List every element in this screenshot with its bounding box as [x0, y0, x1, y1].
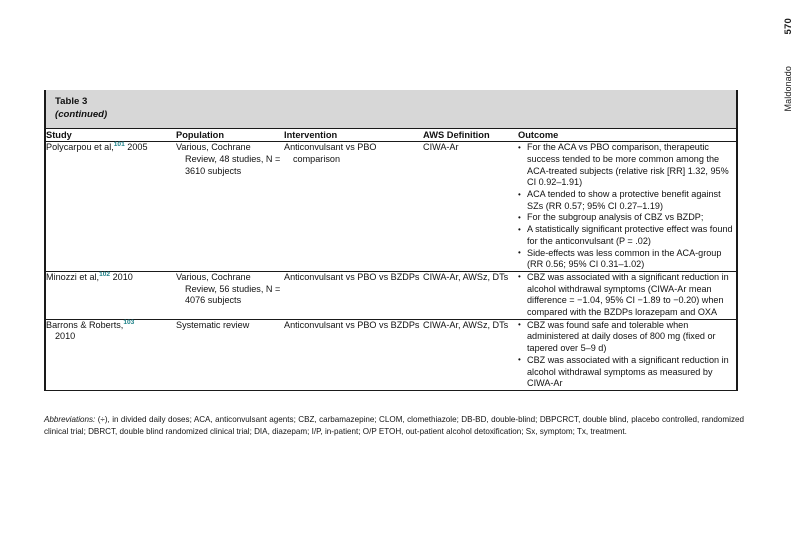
table-caption-title: Table 3	[55, 96, 88, 107]
study-year: 2010	[112, 271, 133, 282]
column-header-aws-definition: AWS Definition	[423, 129, 518, 142]
intervention-text: Anticonvulsant vs PBO vs BZDPs	[284, 319, 420, 330]
cell-study	[46, 142, 176, 272]
column-header-intervention: Intervention	[284, 129, 423, 142]
study-year: 2005	[127, 142, 148, 153]
table-row	[46, 319, 736, 390]
table-row	[46, 271, 736, 319]
column-header-population: Population	[176, 129, 284, 142]
outcome-list	[518, 320, 736, 390]
cell-outcome	[518, 271, 736, 319]
aws-definition-text: CIWA-Ar, AWSz, DTs	[423, 319, 509, 330]
abbreviations-label: Abbreviations:	[44, 415, 96, 424]
table-row	[46, 142, 736, 272]
cell-aws-definition	[423, 142, 518, 272]
cell-study	[46, 271, 176, 319]
aws-definition-text: CIWA-Ar, AWSz, DTs	[423, 271, 509, 282]
outcome-item: • CBZ was found safe and tolerable when administered at daily doses of 800 mg (fixed or tapered over 5–9 d)	[518, 320, 736, 355]
outcome-item: • A statistically significant protective effect was found for the anticonvulsant (P = .02)	[518, 224, 736, 247]
population-text: Systematic review	[176, 319, 250, 330]
study-year: 2010	[55, 331, 76, 342]
citation-ref[interactable]: 101	[113, 141, 125, 149]
outcome-item: • CBZ was associated with a significant reduction in alcohol withdrawal symptoms as measured by CIWA-Ar	[518, 355, 736, 390]
outcome-list	[518, 272, 736, 319]
aws-definition-text: CIWA-Ar	[423, 142, 459, 153]
intervention-text: Anticonvulsant vs PBO vs BZDPs	[284, 271, 420, 282]
citation-ref[interactable]: 103	[123, 318, 135, 326]
outcome-item: • Side-effects was less common in the ACA-group (RR 0.56; 95% CI 0.31–1.02)	[518, 248, 736, 271]
study-name: Barrons & Roberts,	[46, 319, 124, 330]
study-name: Minozzi et al,	[46, 271, 100, 282]
table-caption-continued: (continued)	[55, 108, 108, 120]
page-number: 570	[783, 18, 794, 35]
cell-intervention	[284, 319, 423, 390]
population-text: Various, Cochrane Review, 56 studies, N = 4076 subjects	[176, 271, 281, 306]
cell-study	[46, 319, 176, 390]
cell-aws-definition	[423, 271, 518, 319]
outcome-item: • For the ACA vs PBO comparison, therapeutic success tended to be more common among the ACA-treated subjects (relative risk [RR] 1.32, 95% CI 0.92–1.91)	[518, 142, 736, 189]
outcome-item: • ACA tended to show a protective benefit against SZs (RR 0.57; 95% CI 0.27–1.19)	[518, 189, 736, 212]
abbreviations-text: (÷), in divided daily doses; ACA, anticonvulsant agents; CBZ, carbamazepine; CLOM, clomethiazole; DB-BD, double-blind; DBPCRCT, double blind, placebo controlled, randomized clinical trial; DBRCT, double blind randomized clinical trial; DIA, diazepam; I/P, in-patient; O/P ETOH, out-patient alcohol detoxification; Sx, symptom; Tx, treatment.	[44, 415, 744, 436]
cell-intervention	[284, 271, 423, 319]
outcome-item: • CBZ was associated with a significant reduction in alcohol withdrawal symptoms (CIWA-Ar mean difference = −1.04, 95% CI −1.89 to −0.20) when compared with the BZDPs lorazepam and OXA	[518, 272, 736, 319]
table-3-container	[44, 90, 738, 391]
population-text: Various, Cochrane Review, 48 studies, N = 3610 subjects	[176, 142, 281, 176]
column-header-study: Study	[46, 129, 176, 142]
cell-outcome	[518, 319, 736, 390]
cell-population	[176, 142, 284, 272]
column-header-outcome: Outcome	[518, 129, 736, 142]
abbreviations-footnote	[44, 414, 744, 437]
outcome-list	[518, 142, 736, 271]
cell-population	[176, 319, 284, 390]
cell-population	[176, 271, 284, 319]
cell-outcome	[518, 142, 736, 272]
cell-intervention	[284, 142, 423, 272]
outcome-item: • For the subgroup analysis of CBZ vs BZDP;	[518, 212, 736, 224]
cell-aws-definition	[423, 319, 518, 390]
table-header	[46, 129, 736, 142]
studies-table	[46, 129, 736, 391]
intervention-text: Anticonvulsant vs PBO comparison	[284, 142, 377, 164]
citation-ref[interactable]: 102	[99, 270, 111, 278]
study-name: Polycarpou et al,	[46, 142, 114, 153]
table-header-row	[46, 129, 736, 142]
table-caption-band	[46, 90, 736, 129]
table-body	[46, 142, 736, 391]
running-head: Maldonado	[783, 66, 793, 112]
